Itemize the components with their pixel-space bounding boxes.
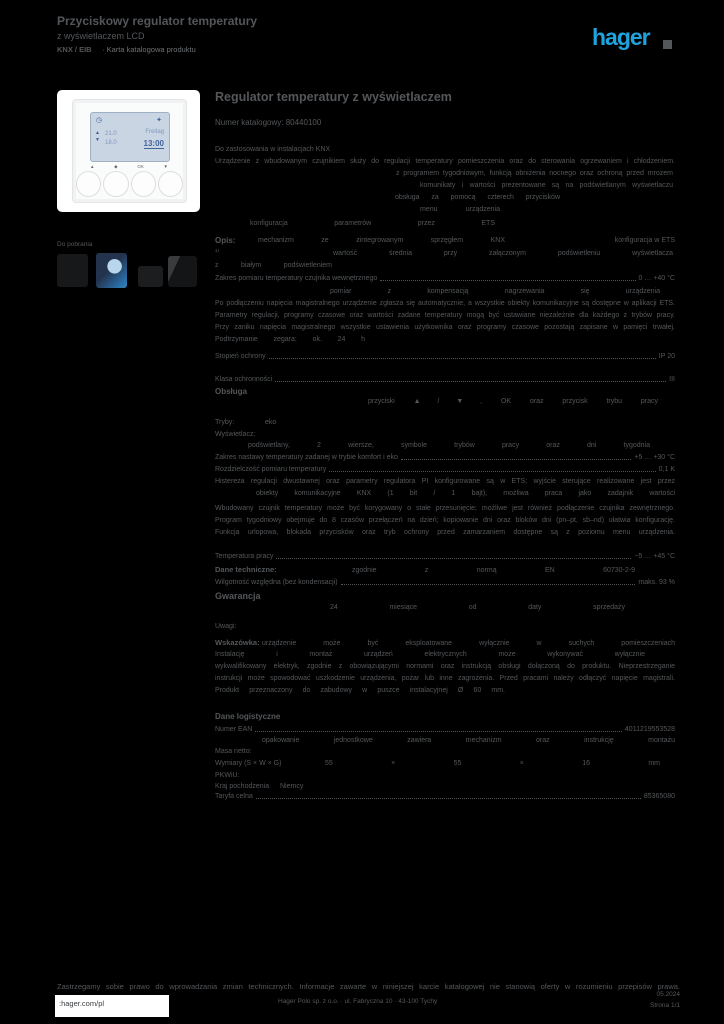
text-line: podświetlany, 2 wiersze, symbole trybów pracy oraz dni tygodnia bbox=[248, 442, 650, 449]
text-line: mechanizm ze zintegrowanym sprzęgłem KNX bbox=[258, 237, 505, 244]
spec-value: eko bbox=[265, 419, 277, 426]
paragraph-line: Parametry regulacji, programy czasowe oraz wartości zadane temperatury mogą być ustawiane niezależnie dla każdego z trybów pracy. bbox=[215, 312, 675, 319]
spec-label: Stopień ochrony bbox=[215, 353, 266, 360]
section-heading-logistyka: Dane logistyczne bbox=[215, 712, 281, 721]
device-buttons bbox=[76, 171, 183, 197]
text-line: przyciski ▲/▼, OK oraz przycisk trybu pracy bbox=[368, 398, 658, 405]
paragraph-line: Produkt przeznaczony do zabudowy w puszce instalacyjnej Ø 60 mm. bbox=[215, 687, 505, 694]
clock-icon: ◷ bbox=[96, 117, 103, 124]
intro-line: obsługa za pomocą czterech przycisków bbox=[395, 194, 560, 201]
footnote-mark: ¹⁾ bbox=[215, 249, 220, 256]
paragraph-line: Podtrzymanie zegara: ok. 24 h bbox=[215, 336, 365, 343]
downloads-label: Do pobrania bbox=[57, 241, 93, 248]
text-line: obiekty komunikacyjne KNX (1 bit / 1 bajt), możliwa praca jako zadajnik wartości bbox=[256, 490, 675, 497]
dotted-leader bbox=[255, 730, 622, 732]
signal-icon: ✦ bbox=[156, 117, 162, 124]
lcd-statusbar bbox=[96, 116, 162, 124]
footer-link-badge[interactable] bbox=[55, 995, 169, 1017]
product-ref: Numer katalogowy: 80440100 bbox=[215, 118, 322, 127]
spec-label: Taryfa celna bbox=[215, 793, 253, 800]
spec-row bbox=[215, 376, 675, 383]
spec-label: Klasa ochronności bbox=[215, 376, 273, 383]
text-line: z białym podświetleniem bbox=[215, 262, 332, 269]
spec-label: PKWiU: bbox=[215, 772, 240, 779]
hager-logo: hager bbox=[592, 24, 650, 50]
paragraph-line: Po podłączeniu napięcia magistralnego urządzenie zgłasza się automatycznie, a wszystkie obiekty komunikacyjne są dostępne w aplikacji ETS. bbox=[215, 300, 675, 307]
spec-label: Tryby: bbox=[215, 419, 235, 426]
device-front bbox=[72, 99, 187, 203]
intro-line: z programem tygodniowym, funkcją obniżenia nocnego oraz ochroną przed mrozem bbox=[396, 170, 673, 177]
paragraph-line: Funkcja urlopowa, blokada przycisków oraz tryb ochrony przed zamarzaniem dostępne są z poziomu menu urządzenia. bbox=[215, 529, 675, 536]
download-media-icon[interactable] bbox=[168, 256, 197, 287]
text-line: wartość średnia przy załączonym podświetleniu wyświetlacza bbox=[333, 250, 673, 257]
spec-value: 0,1 K bbox=[658, 466, 675, 473]
section-heading-opis: Opis: bbox=[215, 236, 236, 245]
lcd-day: Freitag bbox=[145, 129, 164, 135]
spec-label: Masa netto: bbox=[215, 748, 252, 755]
spec-label: Numer EAN bbox=[215, 726, 253, 733]
download-document-icon[interactable] bbox=[138, 266, 163, 287]
footer-page: Strona 1/1 bbox=[650, 1002, 680, 1009]
doc-title-line3-left: KNX / EIB bbox=[57, 45, 92, 54]
spec-value: 0 … +40 °C bbox=[638, 275, 675, 282]
paragraph-line: Przy zaniku napięcia magistralnego wszystkie ustawienia użytkownika oraz programy czasowe pozostają zapisane w pamięci trwałej. bbox=[215, 324, 675, 331]
text-line: pomiar z kompensacją nagrzewania się urządzenia bbox=[330, 288, 660, 295]
text-line: urządzenie może być eksploatowane wyłącznie w suchych pomieszczeniach bbox=[262, 640, 675, 647]
key-down-icon: ▼ bbox=[163, 164, 168, 169]
spec-value: −5 … +45 °C bbox=[634, 553, 675, 560]
spec-value: III bbox=[669, 376, 675, 383]
spec-label: Zakres pomiaru temperatury czujnika wewnętrznego bbox=[215, 275, 378, 282]
device-lcd bbox=[90, 112, 170, 162]
text-line: 55 × 55 × 16 mm bbox=[325, 760, 660, 767]
dotted-leader bbox=[329, 470, 655, 472]
paragraph-line: Wbudowany czujnik temperatury może być korygowany o stałe przesunięcie; możliwe jest również podłączenie czujnika zewnętrznego. bbox=[215, 505, 675, 512]
key-ok-icon: OK bbox=[137, 164, 144, 169]
spec-label: Dane techniczne: bbox=[215, 565, 277, 574]
spec-row bbox=[215, 353, 675, 360]
key-up-icon: ▲ bbox=[90, 164, 95, 169]
product-title: Regulator temperatury z wyświetlaczem bbox=[215, 90, 452, 104]
spec-row bbox=[215, 793, 675, 800]
button-ok bbox=[131, 171, 156, 197]
text-line: Instalację i montaż urządzeń elektrycznych może wykonywać wyłącznie bbox=[215, 651, 645, 658]
spec-label: Kraj pochodzenia bbox=[215, 783, 270, 790]
lcd-temperatures: 21.0 18.0 bbox=[105, 131, 117, 147]
lcd-time: 13:00 bbox=[143, 139, 164, 148]
spec-row bbox=[215, 553, 675, 560]
dotted-leader bbox=[380, 279, 635, 281]
logo-mark-icon bbox=[663, 40, 672, 49]
paragraph-line: wykwalifikowany elektryk, zgodnie z obowiązującymi normami oraz instrukcją obsługi dołączoną do produktu. Nieprzestrzeganie bbox=[215, 663, 675, 670]
spec-value: 4011219553528 bbox=[624, 726, 675, 733]
spec-row bbox=[215, 726, 675, 733]
spec-label: Temperatura pracy bbox=[215, 553, 274, 560]
dotted-leader bbox=[256, 797, 641, 799]
spec-row bbox=[215, 275, 675, 282]
spec-label: Wyświetlacz: bbox=[215, 431, 256, 438]
button-up bbox=[76, 171, 101, 197]
paragraph-line: Program tygodniowy obejmuje do 8 czasów przełączeń na dzień; kopiowanie dni oraz bloków dni (pn–pt, sb–nd) ułatwia konfigurację. bbox=[215, 517, 675, 524]
dotted-leader bbox=[276, 557, 631, 559]
dotted-leader bbox=[401, 458, 632, 460]
intro-lead: Do zastosowania w instalacjach KNX bbox=[215, 146, 331, 153]
intro-line: menu urządzenia bbox=[420, 206, 500, 213]
text-line: Histereza regulacji dwustawnej oraz parametry regulatora PI konfigurowane są w ETS; wyjście sterujące realizowane jest przez bbox=[215, 478, 675, 485]
spec-value: IP 20 bbox=[658, 353, 675, 360]
footer-date: 05.2024 bbox=[656, 991, 680, 998]
button-down bbox=[158, 171, 183, 197]
section-heading-wskazowka: Wskazówka: bbox=[215, 638, 260, 647]
spec-row bbox=[215, 579, 675, 586]
spec-label: Wymiary (S × W × G) bbox=[215, 760, 282, 767]
paragraph-line: instrukcji może spowodować uszkodzenie urządzenia, pożar lub inne zagrożenia. Przed pracami należy odłączyć napięcie magistrali. bbox=[215, 675, 675, 682]
footer-address: Hager Polo sp. z o.o. · ul. Fabryczna 10 · 43-100 Tychy bbox=[278, 998, 438, 1005]
product-image-card bbox=[57, 90, 200, 212]
doc-title-line2: z wyświetlaczem LCD bbox=[57, 31, 145, 41]
section-heading-gwarancja: Gwarancja bbox=[215, 591, 261, 601]
doc-title-line3-right: · Karta katalogowa produktu bbox=[102, 45, 196, 54]
value: konfiguracja w ETS bbox=[614, 237, 675, 244]
text-line: Niemcy bbox=[280, 783, 304, 790]
section-heading-obsluga: Obsługa bbox=[215, 387, 248, 396]
key-mode-icon: ◆ bbox=[114, 164, 118, 169]
intro-line: konfiguracja parametrów przez ETS bbox=[250, 220, 495, 227]
spec-label: Uwagi: bbox=[215, 623, 237, 630]
lcd-arrows: ▲ ▼ bbox=[95, 130, 100, 143]
button-mode bbox=[103, 171, 128, 197]
intro-line: komunikaty i wartości prezentowane są na podświetlanym wyświetlaczu bbox=[420, 182, 673, 189]
spec-row bbox=[215, 454, 675, 461]
spec-value: maks. 93 % bbox=[638, 579, 675, 586]
spec-label: Wilgotność względna (bez kondensacji) bbox=[215, 579, 338, 586]
spec-row bbox=[215, 466, 675, 473]
download-photo-icon[interactable] bbox=[57, 254, 88, 287]
dotted-leader bbox=[269, 357, 656, 359]
footer-link[interactable]: :hager.com/pl bbox=[59, 999, 105, 1008]
intro-line: Urządzenie z wbudowanym czujnikiem służy do regulacji temperatury pomieszczenia oraz do sterowania ogrzewaniem i chłodzeniem. bbox=[215, 158, 675, 165]
text-line: 24 miesiące od daty sprzedaży bbox=[330, 604, 625, 611]
text-line: zgodnie z normą EN 60730-2-9 bbox=[352, 567, 635, 574]
spec-label: Rozdzielczość pomiaru temperatury bbox=[215, 466, 327, 473]
spec-value: 85365080 bbox=[643, 793, 675, 800]
spec-value: +5 … +30 °C bbox=[634, 454, 675, 461]
key-symbols bbox=[90, 164, 168, 170]
dotted-leader bbox=[275, 380, 666, 382]
download-ecatalog-icon[interactable] bbox=[96, 253, 127, 288]
footer-disclaimer: Zastrzegamy sobie prawo do wprowadzania zmian technicznych. Informacje zawarte w niniejszej karcie katalogowej nie stanowią oferty w rozumieniu przepisów prawa. bbox=[57, 982, 680, 991]
doc-title-line1: Przyciskowy regulator temperatury bbox=[57, 14, 258, 28]
dotted-leader bbox=[341, 583, 636, 585]
spec-label: Zakres nastawy temperatury zadanej w trybie komfort i eko bbox=[215, 454, 398, 461]
text-line: opakowanie jednostkowe zawiera mechanizm oraz instrukcję montażu bbox=[262, 737, 675, 744]
